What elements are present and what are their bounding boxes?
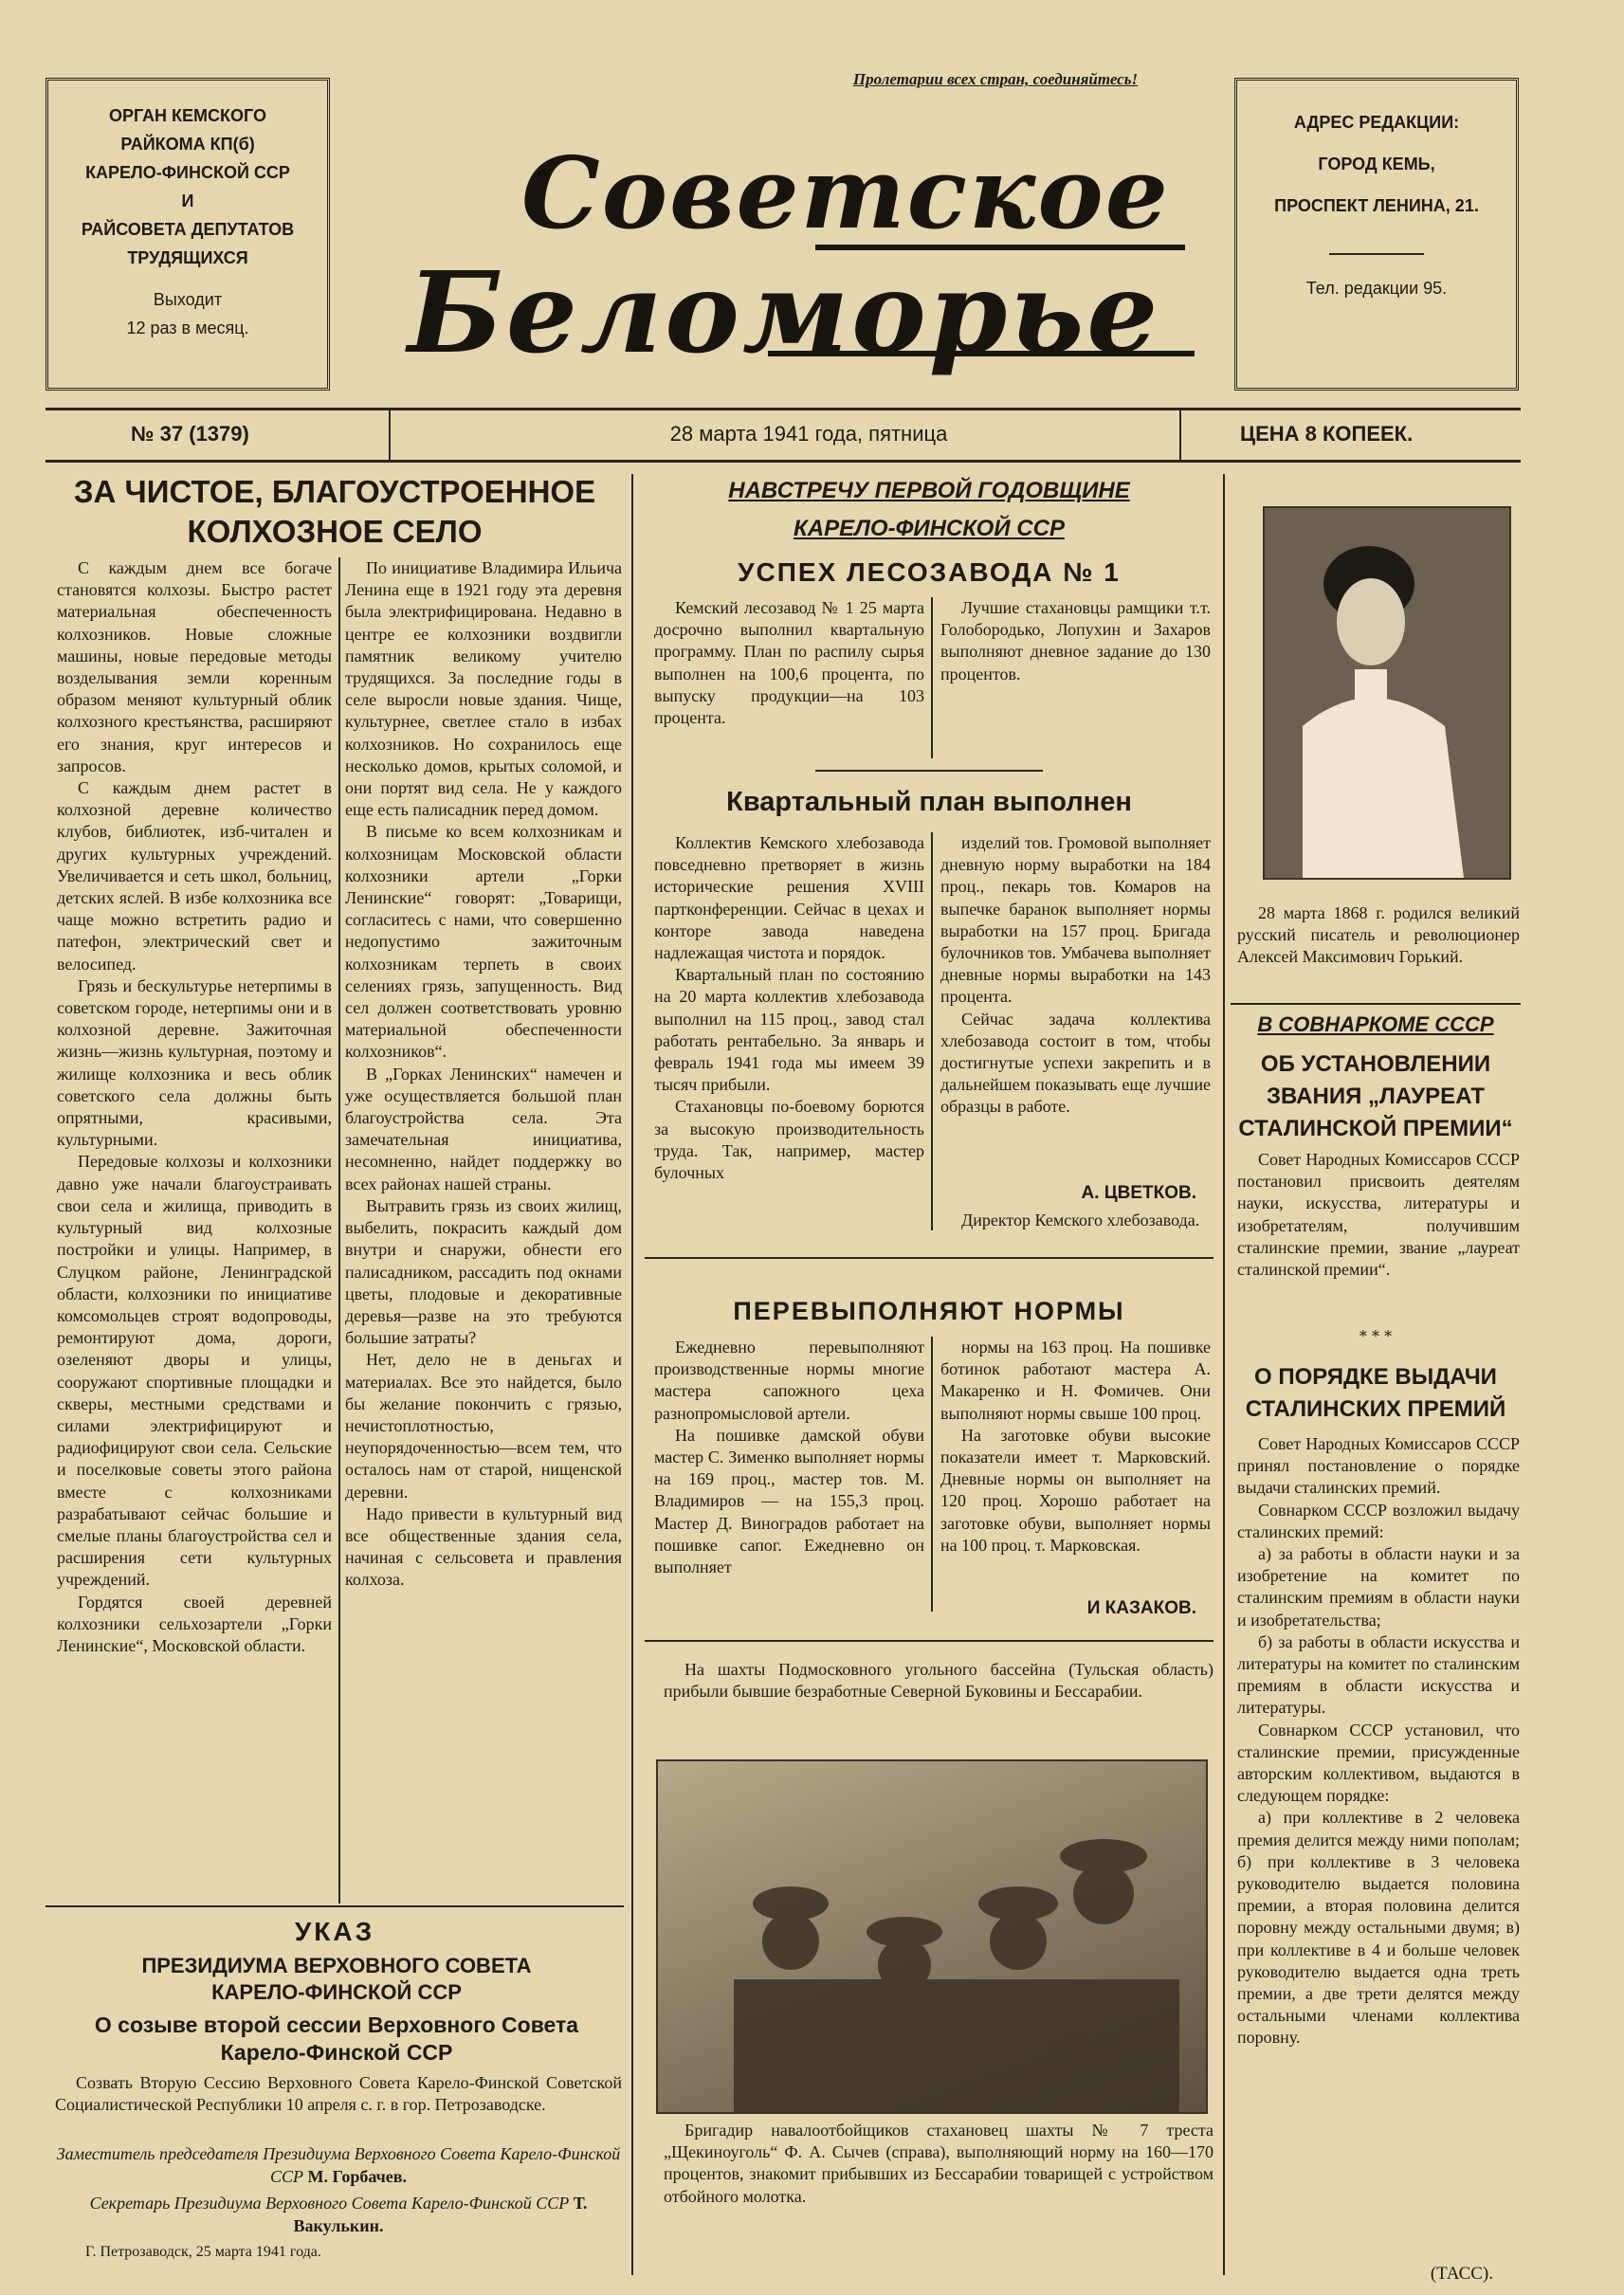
norms-paragraph: нормы на 163 проц. На пошивке ботинок работают мастера А. Макаренко и Н. Фомичев. Они выполняют нормы свыше 100 проц.: [940, 1338, 1211, 1423]
sawmill-headline: УСПЕХ ЛЕСОЗАВОДА № 1: [738, 557, 1121, 587]
decree-sign2-role: Секретарь Президиума Верховного Совета Карело-Финской ССР: [89, 2194, 570, 2213]
village-paragraph: По инициативе Владимира Ильича Ленина еще в 1921 году эта деревня была электрифицирована. Недавно в центре ее колхозники воздвигли памятник великому учителю трудящихся. За последние годы в селе выросли новые здания. Чище, культурнее, светлее стало в избах колхозников. Но сохранилось еще несколько домов, крытых соломой, и они портят вид села. Не у каждого еще есть палисадник перед домом.: [345, 558, 622, 820]
village-paragraph: В „Горках Ленинских“ намечен и уже осуществляется большой план благоустройства села. Эта замечательная инициатива, несомненно, найдет поддержку во всех районах нашей страны.: [345, 1064, 622, 1193]
column-rule-2: [1223, 474, 1225, 2275]
norms-column-rule: [931, 1337, 933, 1612]
norms-paragraph: На пошивке дамской обуви мастер С. Зименко выполняет нормы на 169 проц., мастер тов. М. Владимиров — на 155,3 проц. Мастер Д. Виноградов работает на пошивке сапог. Ежедневно он выполняет: [654, 1425, 924, 1577]
decree-signature-1: [55, 2142, 622, 2188]
sawmill-column-2: [940, 597, 1211, 685]
bakery-paragraph: Квартальный план по состоянию на 20 марта коллектив хлебозавода выполнил на 115 проц., завод стал работать рентабельно. За январь и февраль 1941 года мы имеем 39 тысяч прибыли.: [654, 965, 924, 1095]
publisher-line: ТРУДЯЩИХСЯ: [127, 248, 248, 267]
publisher-box: [46, 78, 330, 391]
village-paragraph: Гордятся своей деревней колхозники сельхозартели „Горки Ленинские“, Московской области.: [57, 1592, 332, 1655]
gorky-caption: [1237, 902, 1520, 969]
tass-source: (ТАСС).: [1430, 2264, 1493, 2284]
publisher-line: КАРЕЛО-ФИНСКОЙ ССР: [85, 163, 290, 182]
bar-divider-left: [389, 410, 391, 460]
prize-order-headline: О ПОРЯДКЕ ВЫДАЧИ СТАЛИНСКИХ ПРЕМИЙ: [1245, 1364, 1506, 1422]
address-line: АДРЕС РЕДАКЦИИ:: [1293, 113, 1460, 132]
publisher-lines: [58, 101, 318, 272]
issue-bar: [46, 408, 1521, 463]
village-paragraph: В письме ко всем колхозникам и колхозницам Московской области колхозники артели „Горки Ленинские“ говорят: „Товарищи, согласитесь с нами, что совершенно недопустимо зажиточным колхозникам терпеть в своих селениях грязь, запущенность. Вид сел должен соответствовать уровню материальной обеспеченности колхозников“.: [345, 822, 622, 1062]
bakery-paragraph: Сейчас задача коллектива хлебозавода состоит в том, чтобы достигнутые успехи закрепить и в дальнейшем показывать еще лучшие образцы в работе.: [940, 1009, 1211, 1117]
gorky-caption-text: 28 марта 1868 г. родился великий русский писатель и революционер Алексей Максимович Горький.: [1237, 903, 1520, 967]
miners-photo: [656, 1759, 1208, 2114]
publisher-line: РАЙСОВЕТА ДЕПУТАТОВ: [81, 220, 295, 239]
title-underline-top: [815, 245, 1185, 250]
newspaper-title: [351, 114, 1223, 389]
decree-place-date: Г. Петрозаводск, 25 марта 1941 года.: [85, 2244, 321, 2260]
bakery-column-1: [654, 832, 924, 1184]
issue-price: ЦЕНА 8 КОПЕЕК.: [1240, 422, 1414, 446]
address-lines: [1247, 101, 1506, 227]
village-headline: ЗА ЧИСТОЕ, БЛАГОУСТРОЕННОЕ КОЛХОЗНОЕ СЕЛО: [73, 474, 596, 549]
village-paragraph: Передовые колхозы и колхозники давно уже начали благоустраивать свои села и жилища, приводить в культурный вид колхозные постройки и улицы. Например, в Слуцком районе, Ленинградской области, колхозники по инициативе комсомольцев строят водопроводы, ремонтируют дома, дороги, озеленяют дворы и улицы, сооружают спортивные площадки и скверы, местными средствами и силами электрифицируют и радиофицируют свои села. Сельские и поселковые советы этого района вместе с колхозниками разрабатывают сейчас большие и смелые планы благоустройства сел и расширения сети культурных учреждений.: [57, 1152, 332, 1590]
prize-paragraph: б) за работы в области искусства и литературы на комитет по сталинским премиям в области искусства и литературы.: [1237, 1631, 1520, 1718]
mines-rule: [645, 1640, 1213, 1642]
mines-caption-text: Бригадир навалоотбойщиков стахановец шахты № 7 треста „Щекиноуголь“ Ф. А. Сычев (справа), выполняющий норму на 160—170 процентов, знакомит прибывших из Бессарабии товарищей с устройством отбойного молотка.: [664, 2121, 1213, 2206]
prize-order-text: [1237, 1433, 1520, 2049]
bakery-author-title-text: Директор Кемского хлебозавода.: [961, 1211, 1200, 1229]
village-paragraph: Вытравить грязь из своих жилищ, выбелить, покрасить каждый дом внутри и снаружи, обнести его палисадником, рассадить под окнами цветы, плодовые и декоративные деревья—разве на это требуются большие затраты?: [345, 1195, 622, 1348]
village-column-1: [57, 557, 332, 1657]
address-box: [1234, 78, 1519, 391]
phone-note: Тел. редакции 95.: [1305, 279, 1448, 298]
address-divider: [1329, 253, 1424, 255]
issue-date: 28 марта 1941 года, пятница: [669, 422, 948, 446]
decree-signature-2: [55, 2192, 622, 2237]
sawmill-column-rule: [931, 597, 933, 758]
bakery-author-title: [940, 1210, 1211, 1231]
village-paragraph: Грязь и бескультурье нетерпимы в советском городе, нетерпимы они и в колхозной деревне. Зажиточная жизнь—жизнь культурная, поэтому и жилище колхозника и весь облик советского села должны быть опрятными, красивыми, культурными.: [57, 975, 332, 1150]
gorky-portrait: [1263, 506, 1511, 880]
decree-title: УКАЗ: [294, 1917, 375, 1946]
village-paragraph: С каждым днем все богаче становятся колхозы. Быстро растет материальная обеспеченность колхозников. Новые сложные машины, новые передовые методы возделывания земли коренным образом меняют культурный облик колхозного крестьянства, расширяют его знания, круг интересов и запросов.: [57, 558, 332, 775]
prize-paragraph: а) за работы в области науки и за изобретение на комитет по сталинским премиям в области науки и изобретательства;: [1237, 1544, 1520, 1630]
bakery-rule: [815, 770, 1043, 772]
title-line2: Беломорье: [408, 246, 1161, 378]
decree-issuer: ПРЕЗИДИУМА ВЕРХОВНОГО СОВЕТА КАРЕЛО-ФИНСКОЙ ССР: [141, 1954, 532, 2004]
title-line1: Советское: [521, 135, 1170, 251]
anniversary-kicker-2: КАРЕЛО-ФИНСКОЙ ССР: [794, 516, 1065, 541]
bakery-column-2: [940, 832, 1211, 1119]
decree-rule: [46, 1905, 624, 1907]
address-line: ГОРОД КЕМЬ,: [1318, 155, 1435, 173]
laureate-headline: ОБ УСТАНОВЛЕНИИ ЗВАНИЯ „ЛАУРЕАТ СТАЛИНСКОЙ ПРЕМИИ“: [1238, 1051, 1513, 1141]
miners-photo-illustration: [658, 1761, 1206, 2112]
publisher-line: И: [181, 191, 194, 210]
prize-paragraph: Совнарком СССР установил, что сталинские премии, присужденные авторским коллективом, выдаются в следующем порядке:: [1237, 1720, 1520, 1806]
frequency-line: 12 раз в месяц.: [126, 319, 249, 337]
norms-column-2: [940, 1337, 1211, 1557]
laureate-text-body: Совет Народных Комиссаров СССР постановил присвоить деятелям науки, искусства, литературы и изобретателям, получившим сталинские премии, звание „лауреат сталинской премии“.: [1237, 1150, 1520, 1280]
decree-subject: О созыве второй сессии Верховного Совета Карело-Финской ССР: [94, 2013, 579, 2065]
issue-number: № 37 (1379): [131, 422, 249, 446]
mines-intro: [664, 1659, 1213, 1703]
slogan: Пролетарии всех стран, соединяйтесь!: [852, 70, 1139, 88]
bakery-author: А. ЦВЕТКОВ.: [1081, 1183, 1196, 1203]
publisher-line: ОРГАН КЕМСКОГО: [108, 106, 267, 125]
bakery-column-rule: [931, 832, 933, 1230]
norms-paragraph: На заготовке обуви высокие показатели имеет т. Марковский. Дневные нормы он выполняет на 120 проц. Хорошо работает на заготовке обуви, выполняет нормы на 100 проц. т. Марковская.: [940, 1425, 1211, 1555]
sawmill-text-2: Лучшие стахановцы рамщики т.т. Голобородько, Лопухин и Захаров выполняют дневное задание до 130 процентов.: [940, 598, 1211, 683]
village-column-2: [345, 557, 622, 1592]
decree-sign1-name: М. Горбачев.: [307, 2167, 408, 2186]
prize-paragraph: а) при коллективе в 2 человека премия делится между ними пополам; б) при коллективе в 3 человека руководителю выдается половина премии, а вторая половина делится поровну между остальными двумя; в) при коллективе в 4 и больше человек руководителю выдается одна треть премии, а две трети делятся между остальными членами коллектива поровну.: [1237, 1808, 1520, 2048]
frequency-line: Выходит: [153, 290, 223, 309]
norms-headline: ПЕРЕВЫПОЛНЯЮТ НОРМЫ: [733, 1297, 1125, 1325]
laureate-text: [1237, 1149, 1520, 1281]
norms-column-1: [654, 1337, 924, 1578]
village-paragraph: Нет, дело не в деньгах и материалах. Все это найдется, было бы желание покончить с грязью, нечистоплотностью, неупорядоченностью—всем тем, что осталось нам от старой, нищенской деревни.: [345, 1350, 622, 1502]
title-underline-bottom: [768, 351, 1195, 356]
address-line: ПРОСПЕКТ ЛЕНИНА, 21.: [1274, 196, 1479, 215]
sovnarkom-kicker: В СОВНАРКОМЕ СССР: [1257, 1012, 1494, 1036]
norms-rule: [645, 1257, 1213, 1259]
norms-paragraph: Ежедневно перевыполняют производственные нормы многие мастера сапожного цеха разнопромысловой артели.: [654, 1338, 924, 1423]
village-paragraph: С каждым днем растет в колхозной деревне количество клубов, библиотек, изб-читален и других культурных учреждений. Увеличивается и сеть школ, больниц, детских яслей. В избе колхозника все чаще можно встретить радио и патефон, электрический свет и велосипед.: [57, 778, 332, 974]
publisher-line: РАЙКОМА КП(б): [120, 135, 255, 154]
anniversary-kicker-1: НАВСТРЕЧУ ПЕРВОЙ ГОДОВЩИНЕ: [728, 478, 1130, 503]
decree-sign2-name: Т. Вакулькин.: [293, 2194, 588, 2235]
sawmill-text-1: Кемский лесозавод № 1 25 марта досрочно выполнил квартальную программу. План по распилу сырья выполнен на 100,6 процента, по выпуску продукции—на 103 процента.: [654, 598, 924, 728]
prize-paragraph: Совнарком СССР возложил выдачу сталинских премий:: [1237, 1500, 1520, 1541]
village-paragraph: Надо привести в культурный вид все общественные здания села, начиная с сельсовета и правления колхоза.: [345, 1503, 622, 1590]
sovnarkom-rule: [1231, 1003, 1521, 1005]
gorky-portrait-illustration: [1265, 508, 1509, 878]
bakery-headline: Квартальный план выполнен: [726, 787, 1132, 817]
column-rule-1: [631, 474, 633, 2275]
sawmill-column-1: [654, 597, 924, 729]
section-stars: * * *: [1359, 1327, 1393, 1345]
decree-sign1-role: Заместитель председателя Президиума Верховного Совета Карело-Финской ССР: [56, 2144, 621, 2186]
village-column-rule: [338, 557, 340, 1903]
bar-divider-right: [1179, 410, 1181, 460]
frequency-note: [58, 285, 318, 342]
decree-body: [55, 2072, 622, 2116]
prize-paragraph: Совет Народных Комиссаров СССР принял постановление о порядке выдачи сталинских премий.: [1237, 1434, 1520, 1498]
norms-author: И КАЗАКОВ.: [1086, 1598, 1196, 1618]
mines-caption: [664, 2120, 1213, 2208]
bakery-paragraph: Коллектив Кемского хлебозавода повседневно претворяет в жизнь исторические решения XVIII партконференции. Сейчас в цехах и конторе завода наведена надлежащая чистота и порядок.: [654, 833, 924, 963]
bakery-paragraph: изделий тов. Громовой выполняет дневную норму выработки на 184 проц., пекарь тов. Комаров на выпечке баранок выполняет нормы выработки на 157 проц. Бригада булочников тов. Умбачева выполняет дневные нормы выработки на 143 процента.: [940, 833, 1211, 1007]
bakery-paragraph: Стахановцы по-боевому борются за высокую производительность труда. Так, например, мастер булочных: [654, 1097, 924, 1183]
decree-body-text: Созвать Вторую Сессию Верховного Совета Карело-Финской Советской Социалистической Республики 10 апреля с. г. в гор. Петрозаводске.: [55, 2073, 622, 2115]
mines-intro-text: На шахты Подмосковного угольного бассейна (Тульская область) прибыли бывшие безработные Северной Буковины и Бессарабии.: [664, 1660, 1213, 1702]
